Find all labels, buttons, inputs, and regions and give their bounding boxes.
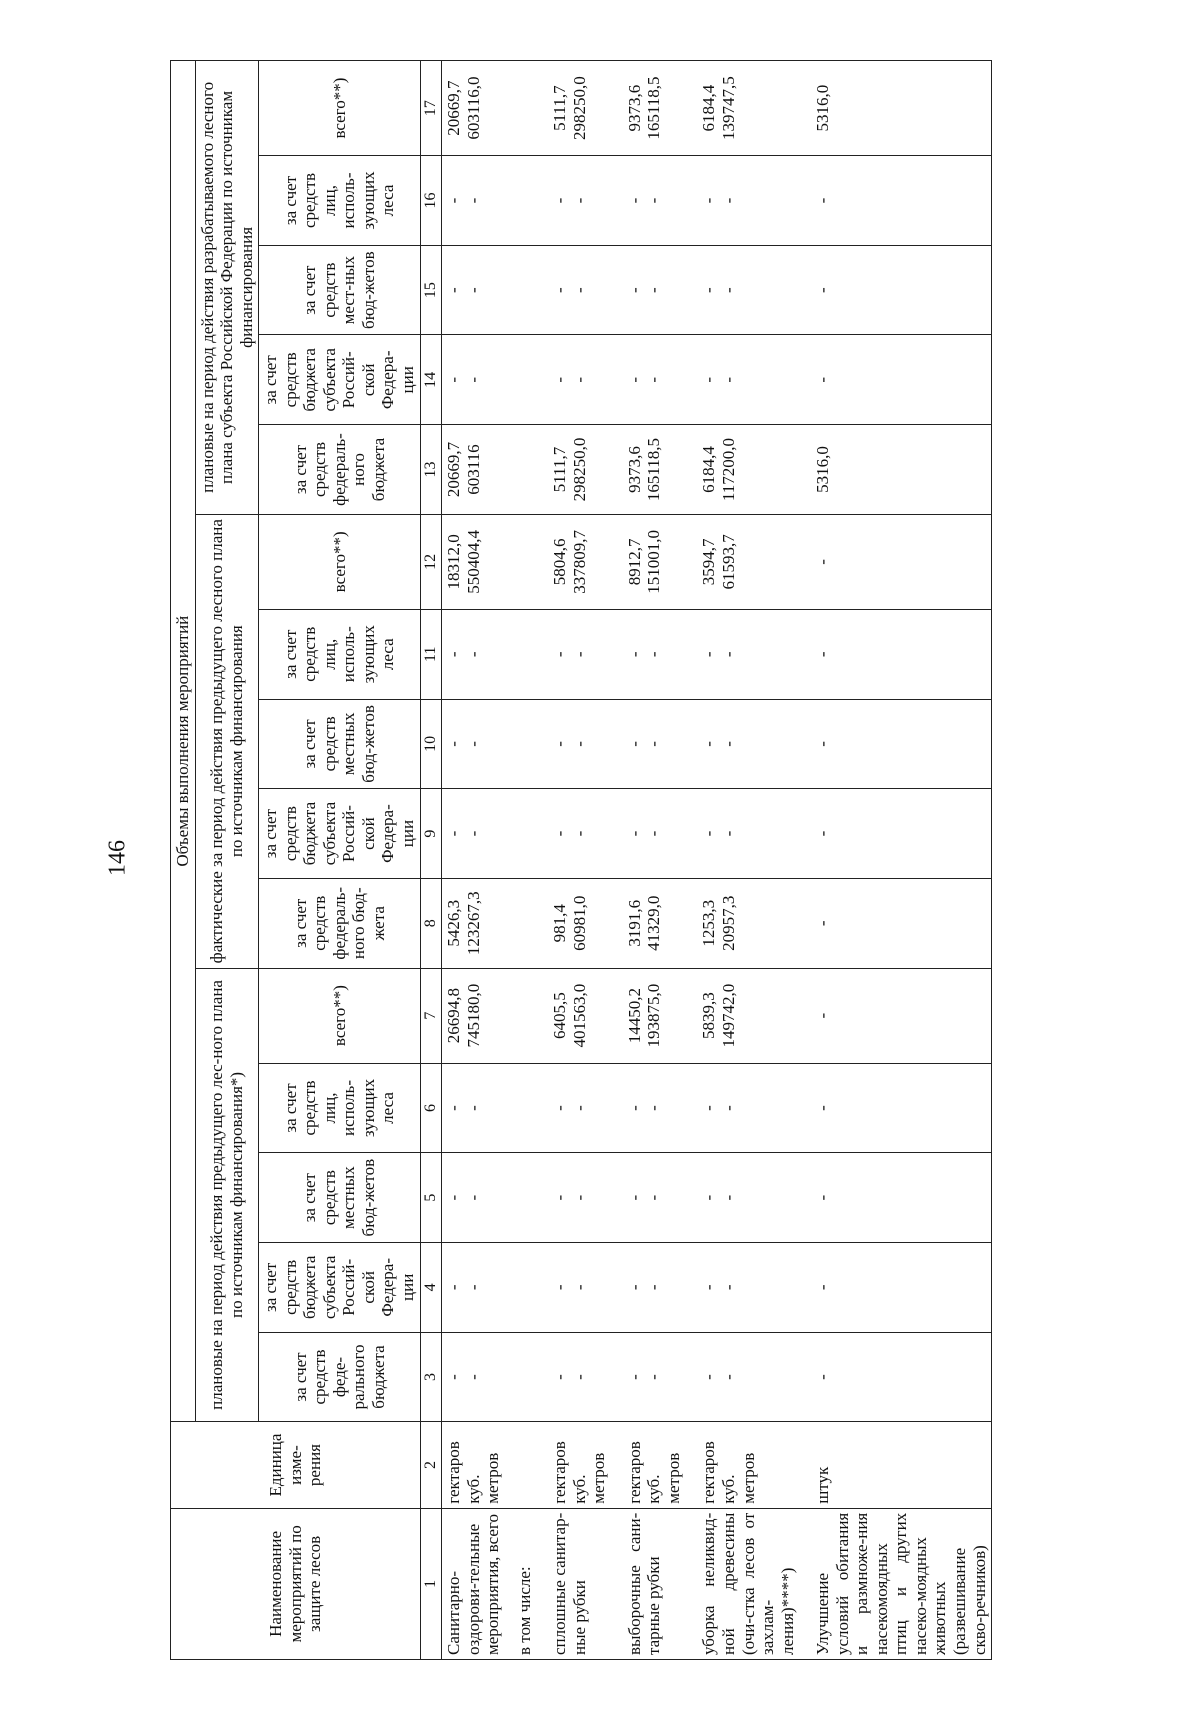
value-line: -	[718, 197, 738, 204]
value-line: 5111,7	[550, 85, 570, 131]
value-line: 117200,0	[718, 437, 738, 502]
value-line: 603116	[463, 444, 483, 495]
unit-line: гектаров	[624, 1441, 644, 1504]
value-cell	[505, 1063, 537, 1153]
value-line: 14450,2	[624, 987, 644, 1044]
column-number: 17	[420, 61, 441, 156]
value-line: -	[550, 651, 570, 658]
column-number: 2	[420, 1422, 441, 1508]
header-unit-cell: Единица изме-рения	[171, 1422, 421, 1508]
value-cell	[441, 1332, 504, 1422]
value-line: -	[699, 376, 719, 383]
value-cell	[685, 425, 799, 515]
value-line: -	[569, 287, 589, 293]
value-cell	[685, 156, 799, 246]
value-line: 9373,6	[624, 446, 644, 493]
unit-line: куб. метров	[463, 1452, 503, 1504]
value-cell	[611, 968, 686, 1063]
value-line: -	[569, 830, 589, 837]
header-sub-users: за счет средств лиц, исполь-зующих леса	[259, 609, 420, 699]
value-cell	[505, 609, 537, 699]
column-number: 10	[420, 699, 441, 789]
value-line: -	[463, 376, 483, 383]
value-cell	[505, 245, 537, 335]
value-cell	[441, 514, 504, 609]
value-line: 20957,3	[718, 895, 738, 951]
value-line: 41329,0	[644, 895, 664, 951]
value-cell	[536, 245, 611, 335]
value-line: -	[443, 197, 463, 204]
header-sub-fed: за счет средств федераль-ного бюд-жета	[259, 878, 420, 968]
table-body	[441, 61, 991, 1660]
value-line: -	[624, 197, 644, 204]
value-cell	[505, 878, 537, 968]
value-line: 298250,0	[569, 437, 589, 502]
table-row	[685, 61, 799, 1660]
header-name-cell: Наименование мероприятий по защите лесов	[171, 1508, 421, 1659]
value-cell	[441, 1242, 504, 1332]
value-cell	[799, 789, 991, 879]
header-sub-local: за счет средств местных бюд-жетов	[259, 699, 420, 789]
column-number: 4	[420, 1242, 441, 1332]
value-line: -	[624, 651, 644, 658]
unit-line: куб. метров	[569, 1452, 609, 1504]
forest-protection-table	[170, 60, 992, 1660]
value-cell	[799, 61, 991, 156]
value-cell	[536, 514, 611, 609]
value-cell	[685, 514, 799, 609]
value-line: 550404,4	[463, 529, 483, 594]
value-cell	[441, 1063, 504, 1153]
value-cell	[611, 1063, 686, 1153]
value-line: -	[644, 830, 664, 837]
value-line: 139747,5	[718, 76, 738, 140]
value-line: 165118,5	[644, 76, 664, 140]
value-cell	[611, 245, 686, 335]
row-unit	[536, 1422, 611, 1508]
value-line: 165118,5	[644, 437, 664, 502]
row-unit	[799, 1422, 991, 1508]
column-number-row	[420, 61, 441, 1660]
value-line: -	[463, 287, 483, 293]
value-line: -	[569, 1284, 589, 1291]
value-line: -	[463, 1374, 483, 1380]
value-line: 5111,7	[550, 446, 570, 493]
value-cell	[799, 1063, 991, 1153]
unit-line: гектаров	[443, 1441, 463, 1504]
value-cell	[685, 1242, 799, 1332]
value-line: 61593,7	[718, 534, 738, 590]
value-line: -	[699, 1105, 719, 1111]
value-line: 26694,8	[443, 987, 463, 1044]
value-line: 337809,7	[569, 529, 589, 594]
value-cell	[685, 609, 799, 699]
value-cell	[611, 1332, 686, 1422]
value-cell	[505, 514, 537, 609]
row-unit	[685, 1422, 799, 1508]
value-line: -	[718, 376, 738, 383]
value-line: 5316,0	[813, 446, 833, 493]
value-cell	[685, 335, 799, 425]
value-line: 9373,6	[624, 84, 644, 132]
value-line: -	[569, 376, 589, 383]
value-cell	[536, 61, 611, 156]
value-line: -	[718, 741, 738, 747]
value-cell	[441, 335, 504, 425]
column-number: 9	[420, 789, 441, 879]
value-line: -	[624, 830, 644, 837]
value-cell	[441, 245, 504, 335]
value-cell	[611, 514, 686, 609]
value-cell	[441, 609, 504, 699]
value-line: -	[569, 1374, 589, 1380]
header-sub-total: всего**)	[259, 968, 420, 1063]
value-cell	[799, 1242, 991, 1332]
header-sub-users: за счет средств лиц, исполь-зующих леса	[259, 156, 420, 246]
value-line: -	[443, 1284, 463, 1291]
value-cell	[505, 1332, 537, 1422]
value-cell	[536, 1242, 611, 1332]
value-line: -	[699, 1374, 719, 1380]
value-cell	[685, 699, 799, 789]
value-line: -	[569, 651, 589, 658]
value-line: 6184,4	[699, 446, 719, 493]
value-line: -	[718, 1105, 738, 1111]
value-line: -	[550, 741, 570, 747]
value-line: -	[550, 287, 570, 293]
header-sub-subject: за счет средств бюджета субъекта Россий-ской Федера-ции	[259, 789, 420, 879]
header-sub-users: за счет средств лиц, исполь-зующих леса	[259, 1063, 420, 1153]
value-line: -	[699, 197, 719, 204]
value-line: -	[463, 1284, 483, 1291]
value-cell	[685, 1063, 799, 1153]
header-group-new-plan: плановые на период действия разрабатываемого лесного плана субъекта Российской Федерации по источникам финансирования	[195, 61, 259, 515]
value-cell	[799, 245, 991, 335]
subheading-row	[505, 61, 537, 1660]
value-cell	[611, 609, 686, 699]
value-line: -	[813, 1284, 833, 1291]
value-line: -	[550, 1374, 570, 1380]
value-line: -	[624, 287, 644, 293]
value-line: -	[624, 741, 644, 747]
value-cell	[505, 335, 537, 425]
column-number: 12	[420, 514, 441, 609]
value-line: -	[624, 1374, 644, 1380]
value-line: -	[644, 1194, 664, 1201]
value-line: -	[718, 830, 738, 837]
header-sub-subject: за счет средств бюджета субъекта Россий-ской Федера-ции	[259, 1242, 420, 1332]
value-line: -	[813, 1105, 833, 1111]
value-line: -	[569, 197, 589, 204]
value-cell	[799, 609, 991, 699]
value-cell	[799, 514, 991, 609]
column-number: 6	[420, 1063, 441, 1153]
value-line: 5316,0	[813, 84, 833, 132]
value-line: -	[624, 1284, 644, 1291]
value-line: 18312,0	[443, 534, 463, 590]
value-line: -	[443, 376, 463, 383]
value-cell	[536, 609, 611, 699]
value-cell	[536, 968, 611, 1063]
value-line: -	[699, 741, 719, 747]
value-line: -	[699, 830, 719, 837]
value-cell	[536, 1153, 611, 1243]
value-cell	[505, 1153, 537, 1243]
value-line: 5839,3	[699, 992, 719, 1039]
value-line: -	[550, 1105, 570, 1111]
value-line: -	[550, 376, 570, 383]
value-cell	[536, 335, 611, 425]
value-line: -	[813, 1374, 833, 1380]
value-line: -	[463, 651, 483, 658]
value-line: 401563,0	[569, 983, 589, 1048]
value-cell	[799, 335, 991, 425]
value-cell	[441, 699, 504, 789]
value-cell	[611, 335, 686, 425]
value-line: -	[644, 1105, 664, 1111]
row-name: Санитарно-оздорови-тельные мероприятия, всего	[441, 1508, 504, 1659]
value-line: 5426,3	[443, 899, 463, 947]
column-number: 13	[420, 425, 441, 515]
value-cell	[536, 699, 611, 789]
value-line: -	[463, 1105, 483, 1111]
value-cell	[441, 1153, 504, 1243]
value-line: -	[569, 1105, 589, 1111]
value-line: -	[443, 830, 463, 837]
value-line: -	[813, 287, 833, 293]
value-cell	[611, 61, 686, 156]
row-name: выборочные сани-тарные рубки	[611, 1508, 686, 1659]
value-cell	[685, 789, 799, 879]
unit-line: гектаров	[550, 1441, 570, 1504]
row-name: Улучшение условий обитания и размноже-ния насекомоядных птиц и других насеко-моядных животных (развешивание скво-речников)	[799, 1508, 991, 1659]
value-cell	[799, 968, 991, 1063]
value-line: -	[550, 197, 570, 204]
value-cell	[536, 1063, 611, 1153]
value-line: -	[624, 1105, 644, 1111]
value-cell	[505, 156, 537, 246]
value-line: -	[813, 559, 833, 565]
value-line: -	[550, 1194, 570, 1201]
column-number: 8	[420, 878, 441, 968]
value-cell	[536, 425, 611, 515]
unit-line: штук	[813, 1466, 833, 1504]
value-line: -	[813, 197, 833, 204]
value-line: 5804,6	[550, 538, 570, 586]
value-line: -	[813, 1012, 833, 1019]
value-cell	[505, 1242, 537, 1332]
column-number: 14	[420, 335, 441, 425]
value-cell	[441, 968, 504, 1063]
value-cell	[505, 699, 537, 789]
column-number: 11	[420, 609, 441, 699]
value-line: 149742,0	[718, 983, 738, 1048]
value-line: 123267,3	[463, 891, 483, 956]
value-line: -	[699, 1284, 719, 1291]
value-line: -	[813, 376, 833, 383]
row-name: уборка неликвид-ной древесины (очи-стка лесов от захлам-ления)****)	[685, 1508, 799, 1659]
value-cell	[611, 878, 686, 968]
value-line: -	[443, 1105, 463, 1111]
header-sub-fed: за счет средств федераль-ного бюджета	[259, 425, 420, 515]
header-sub-total: всего**)	[259, 514, 420, 609]
value-line: 20669,7	[443, 80, 463, 136]
value-cell	[611, 789, 686, 879]
value-line: -	[718, 287, 738, 293]
value-cell	[685, 1153, 799, 1243]
value-cell	[441, 789, 504, 879]
value-line: 8912,7	[624, 538, 644, 586]
row-unit	[611, 1422, 686, 1508]
value-cell	[611, 699, 686, 789]
value-line: 3191,6	[624, 899, 644, 947]
value-line: -	[624, 1194, 644, 1201]
value-cell	[505, 425, 537, 515]
value-line: -	[644, 741, 664, 747]
value-line: -	[718, 651, 738, 658]
value-cell	[799, 425, 991, 515]
value-line: -	[443, 741, 463, 747]
value-cell	[799, 1153, 991, 1243]
value-cell	[799, 156, 991, 246]
value-line: 151001,0	[644, 529, 664, 594]
header-sub-total: всего**)	[259, 61, 420, 156]
value-cell	[441, 156, 504, 246]
page-number: 146	[104, 840, 131, 876]
column-number: 7	[420, 968, 441, 1063]
value-line: -	[699, 287, 719, 293]
value-line: -	[644, 651, 664, 658]
value-line: -	[463, 1194, 483, 1201]
header-sub-local: за счет средств местных бюд-жетов	[259, 1153, 420, 1243]
value-line: -	[644, 197, 664, 204]
value-line: 3594,7	[699, 538, 719, 586]
value-line: -	[813, 830, 833, 837]
value-cell	[536, 878, 611, 968]
value-line: -	[644, 376, 664, 383]
header-group-prev-fact: фактические за период действия предыдущего лесного плана по источникам финансирования	[195, 514, 259, 968]
value-line: -	[644, 1374, 664, 1380]
value-cell	[536, 156, 611, 246]
header-sub-subject: за счет средств бюджета субъекта Россий-ской Федера-ции	[259, 335, 420, 425]
value-line: -	[699, 1194, 719, 1201]
row-name: в том числе:	[505, 1508, 537, 1659]
column-number: 5	[420, 1153, 441, 1243]
value-line: -	[443, 1374, 463, 1380]
value-line: -	[644, 287, 664, 293]
value-cell	[505, 789, 537, 879]
value-cell	[685, 61, 799, 156]
value-line: 298250,0	[569, 76, 589, 140]
value-line: 6405,5	[550, 992, 570, 1039]
table-row	[799, 61, 991, 1660]
unit-line: куб. метров	[718, 1452, 758, 1504]
value-cell	[536, 1332, 611, 1422]
value-cell	[441, 425, 504, 515]
value-line: -	[550, 1284, 570, 1291]
value-cell	[611, 156, 686, 246]
value-cell	[441, 61, 504, 156]
value-line: 745180,0	[463, 983, 483, 1048]
value-cell	[799, 878, 991, 968]
value-line: -	[718, 1284, 738, 1291]
unit-line: гектаров	[699, 1441, 719, 1504]
value-line: -	[569, 741, 589, 747]
value-line: -	[813, 741, 833, 747]
value-cell	[685, 245, 799, 335]
table-header	[171, 61, 442, 1660]
value-cell	[799, 699, 991, 789]
value-line: -	[813, 920, 833, 927]
value-line: -	[813, 651, 833, 658]
value-cell	[441, 878, 504, 968]
rotated-table-container	[170, 60, 990, 1660]
value-line: -	[463, 197, 483, 204]
value-line: -	[644, 1284, 664, 1291]
value-line: -	[443, 1194, 463, 1201]
row-name: сплошные санитар-ные рубки	[536, 1508, 611, 1659]
value-cell	[685, 878, 799, 968]
value-line: -	[463, 741, 483, 747]
value-cell	[799, 1332, 991, 1422]
value-line: 193875,0	[644, 983, 664, 1048]
value-line: -	[699, 651, 719, 658]
table-row	[611, 61, 686, 1660]
value-cell	[505, 61, 537, 156]
row-unit	[505, 1422, 537, 1508]
row-unit	[441, 1422, 504, 1508]
value-cell	[611, 1153, 686, 1243]
column-number: 1	[420, 1508, 441, 1659]
header-sub-fed: за счет средств феде-рального бюджета	[259, 1332, 420, 1422]
value-cell	[611, 1242, 686, 1332]
value-cell	[505, 968, 537, 1063]
value-line: -	[443, 651, 463, 658]
value-cell	[685, 968, 799, 1063]
value-line: -	[569, 1194, 589, 1201]
value-line: 6184,4	[699, 84, 719, 132]
value-line: -	[550, 830, 570, 837]
value-line: -	[443, 287, 463, 293]
value-cell	[536, 789, 611, 879]
value-line: -	[463, 830, 483, 837]
value-line: -	[718, 1194, 738, 1201]
value-line: 20669,7	[443, 441, 463, 498]
table-row	[441, 61, 504, 1660]
value-line: -	[624, 376, 644, 383]
unit-line: куб. метров	[644, 1452, 683, 1504]
value-line: 603116,0	[463, 76, 483, 140]
column-number: 3	[420, 1332, 441, 1422]
header-volumes: Объемы выполнения мероприятий	[171, 61, 196, 1422]
header-group-prev-plan: плановые на период действия предыдущего лес-ного плана по источникам финансирования*)	[195, 968, 259, 1422]
value-line: -	[813, 1194, 833, 1201]
column-number: 16	[420, 156, 441, 246]
value-cell	[611, 425, 686, 515]
header-sub-local: за счет средств мест-ных бюд-жетов	[259, 245, 420, 335]
value-line: 981,4	[550, 904, 570, 943]
table-row	[536, 61, 611, 1660]
value-line: -	[718, 1374, 738, 1380]
value-cell	[685, 1332, 799, 1422]
column-number: 15	[420, 245, 441, 335]
value-line: 1253,3	[699, 899, 719, 947]
value-line: 60981,0	[569, 895, 589, 951]
